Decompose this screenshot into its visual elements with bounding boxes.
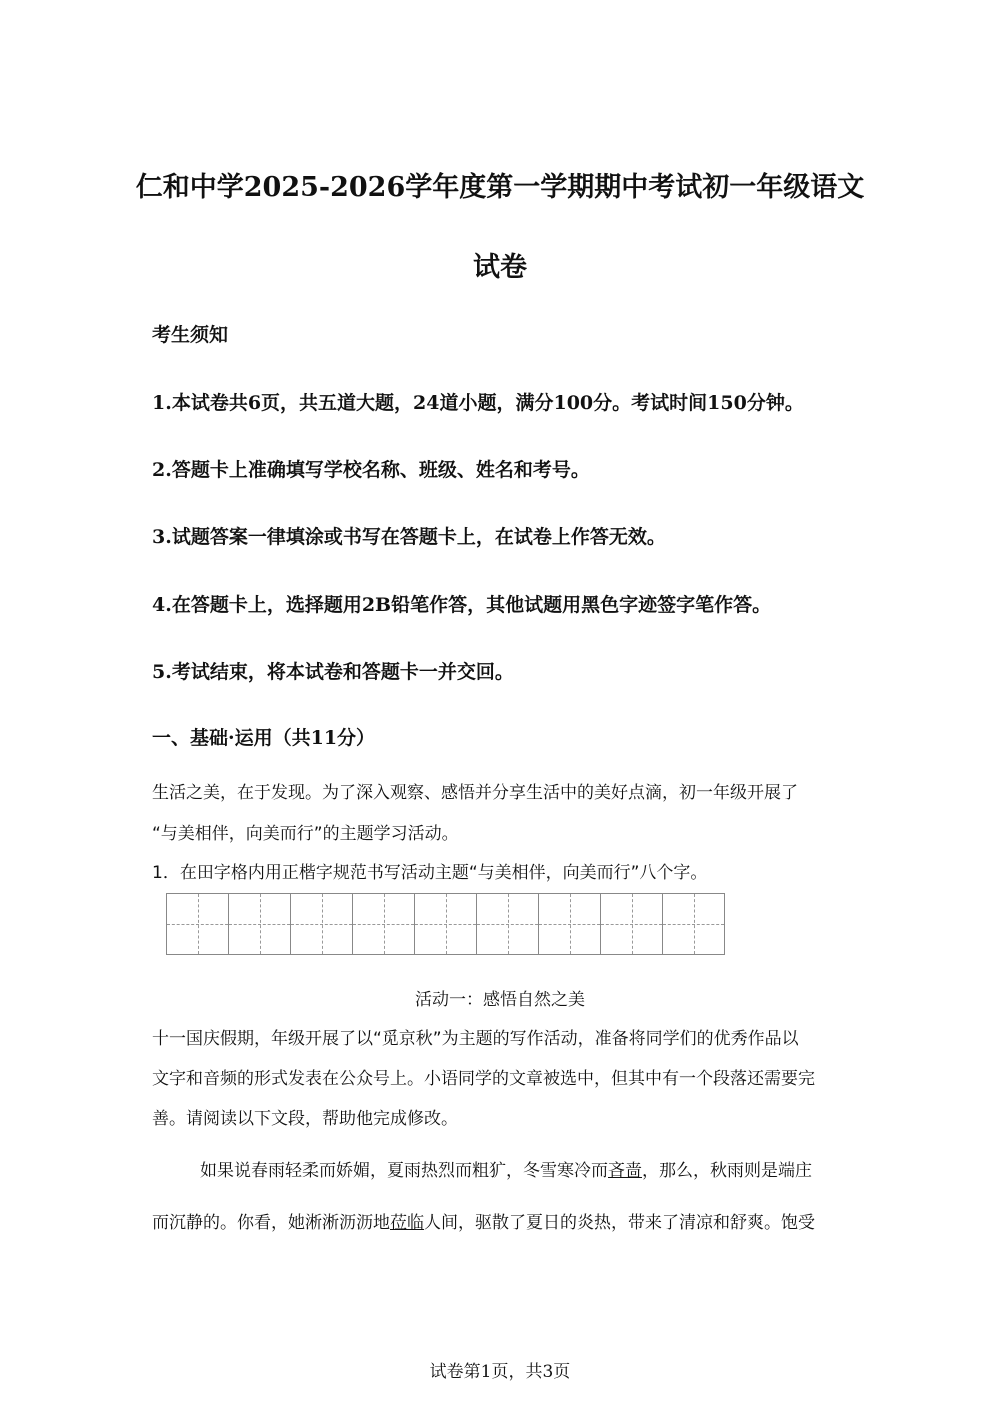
page-footer: 试卷第1页，共3页 [429,1362,571,1382]
underlined-word: 吝啬 [608,1161,642,1181]
tianzige-cell[interactable] [663,893,725,955]
underlined-word: 莅临 [390,1213,424,1233]
tianzige-cell[interactable] [539,893,601,955]
tianzige-cell[interactable] [229,893,291,955]
body-line1: 十一国庆假期，年级开展了以“觅京秋”为主题的写作活动，准备将同学们的优秀作品以 [152,1029,799,1049]
rule-4: 4.在答题卡上，选择题用2B铅笔作答，其他试题用黑色字迹签字笔作答。 [152,594,772,616]
tianzige-cell[interactable] [167,893,229,955]
tianzige-grid[interactable] [166,893,725,955]
passage-line2 [152,1208,852,1233]
body-line2: 文字和音频的形式发表在公众号上。小语同学的文章被选中，但其中有一个段落还需要完 [152,1069,815,1089]
exam-title-line1: 仁和中学2025-2026学年度第一学期期中考试初一年级语文 [135,172,865,203]
intro-line2: “与美相伴，向美而行”的主题学习活动。 [152,824,459,844]
rule-2: 2.答题卡上准确填写学校名称、班级、姓名和考号。 [152,459,590,481]
activity1-title: 活动一：感悟自然之美 [415,990,585,1010]
question-1: 1．在田字格内用正楷字规范书写活动主题“与美相伴，向美而行”八个字。 [152,863,708,883]
notice-heading: 考生须知 [152,324,229,346]
tianzige-cell[interactable] [477,893,539,955]
passage-text: 而沉静的。你看，她淅淅沥沥地 [152,1213,390,1233]
rule-1: 1.本试卷共6页，共五道大题，24道小题，满分100分。考试时间150分钟。 [152,392,804,414]
passage-text: 如果说春雨轻柔而娇媚，夏雨热烈而粗犷，冬雪寒冷而 [200,1161,608,1181]
tianzige-cell[interactable] [415,893,477,955]
rule-5: 5.考试结束，将本试卷和答题卡一并交回。 [152,661,514,683]
tianzige-cell[interactable] [291,893,353,955]
section1-heading: 一、基础·运用（共11分） [152,727,376,749]
body-line3: 善。请阅读以下文段，帮助他完成修改。 [152,1109,458,1129]
passage-text: ，那么，秋雨则是端庄 [642,1161,812,1181]
intro-line1: 生活之美，在于发现。为了深入观察、感悟并分享生活中的美好点滴，初一年级开展了 [152,783,798,803]
passage-text: 人间，驱散了夏日的炎热，带来了清凉和舒爽。饱受 [424,1213,815,1233]
rule-3: 3.试题答案一律填涂或书写在答题卡上，在试卷上作答无效。 [152,526,666,548]
tianzige-cell[interactable] [353,893,415,955]
exam-title-line2: 试卷 [473,252,527,283]
passage-line1 [200,1156,900,1181]
tianzige-cell[interactable] [601,893,663,955]
